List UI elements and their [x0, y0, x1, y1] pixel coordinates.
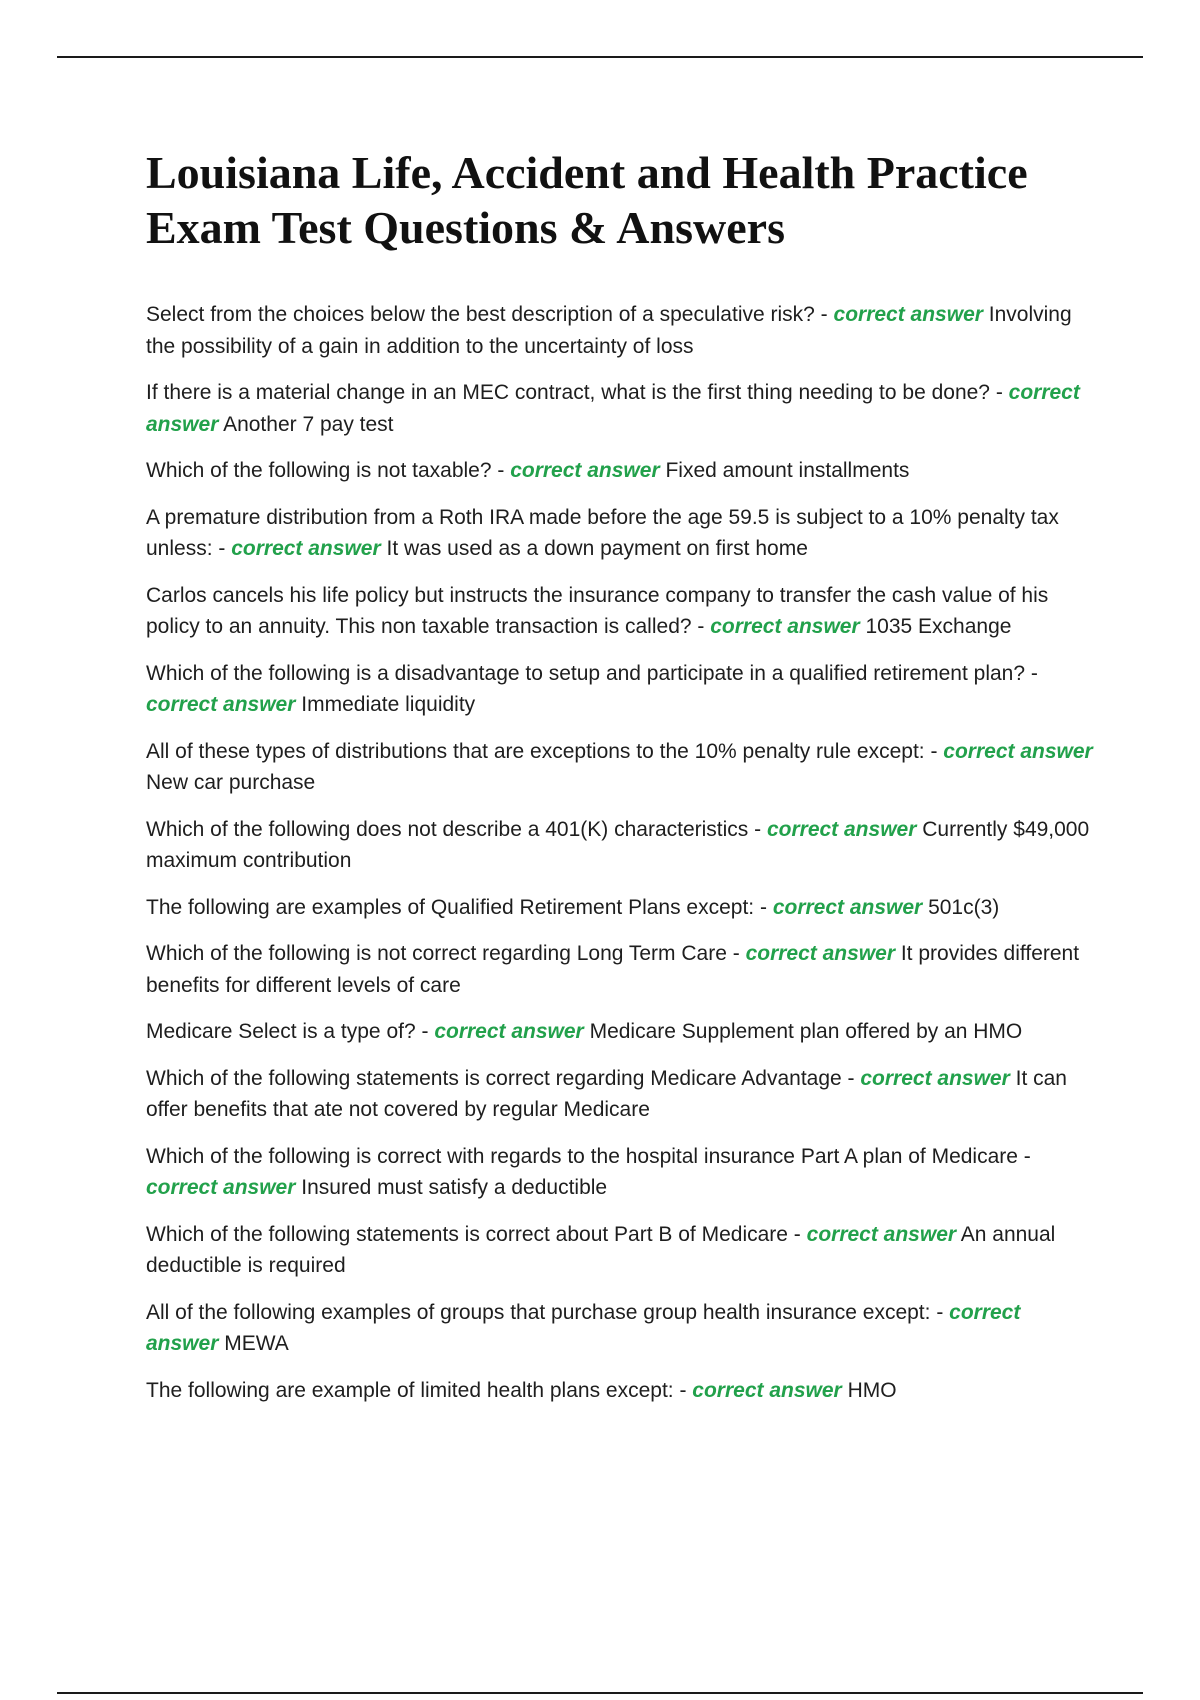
answer-separator: -	[726, 942, 746, 965]
answer-text: Fixed amount installments	[665, 459, 910, 482]
question-text: All of these types of distributions that are exceptions to the 10% penalty rule except:	[146, 739, 925, 763]
answer-text: 1035 Exchange	[865, 615, 1012, 638]
question-text: Which of the following does not describe a 401(K) characteristics	[146, 817, 749, 841]
answer-separator: -	[691, 615, 711, 638]
answer-text: 501c(3)	[928, 895, 1000, 919]
qa-item	[146, 1375, 1096, 1407]
correct-answer-tag: correct answer	[146, 1176, 296, 1199]
answer-text: Medicare Supplement plan offered by an HMO	[589, 1020, 1023, 1043]
document-title: Louisiana Life, Accident and Health Practice Exam Test Questions & Answers	[146, 147, 1028, 253]
correct-answer-tag: correct answer	[146, 1300, 1021, 1355]
question-text: Medicare Select is a type of?	[146, 1020, 416, 1043]
correct-answer-tag: correct answer	[943, 739, 1093, 763]
correct-answer-tag: correct answer	[772, 895, 923, 919]
qa-item	[146, 892, 1096, 924]
correct-answer-tag: correct answer	[745, 942, 895, 965]
question-text: Which of the following is not taxable?	[146, 459, 492, 482]
correct-answer-tag: correct answer	[710, 615, 860, 638]
qa-item	[146, 736, 1096, 799]
correct-answer-tag: correct answer	[833, 303, 983, 326]
qa-item	[146, 299, 1096, 362]
answer-text: New car purchase	[146, 771, 316, 794]
footer-rule	[57, 1692, 1143, 1694]
answer-text: An annual deductible is required	[146, 1222, 1056, 1277]
correct-answer-tag: correct answer	[692, 1378, 842, 1402]
question-text: Which of the following is not correct regarding Long Term Care	[146, 942, 727, 965]
answer-separator: -	[415, 1020, 435, 1043]
correct-answer-tag: correct answer	[146, 693, 296, 716]
question-text: The following are examples of Qualified Retirement Plans except:	[146, 895, 755, 919]
qa-item	[146, 1063, 1096, 1126]
qa-item	[146, 1219, 1096, 1282]
correct-answer-tag: correct answer	[146, 381, 1080, 436]
answer-separator: -	[930, 1300, 950, 1324]
answer-text: It was used as a down payment on first home	[386, 537, 808, 560]
qa-item	[146, 1141, 1096, 1204]
answer-separator: -	[212, 537, 232, 560]
answer-text: Another 7 pay test	[223, 412, 394, 436]
answer-separator: -	[754, 895, 773, 919]
qa-item	[146, 377, 1096, 440]
question-text: Select from the choices below the best description of a speculative risk?	[146, 303, 815, 326]
qa-item	[146, 1016, 1096, 1048]
answer-separator: -	[814, 303, 834, 326]
header-rule	[57, 56, 1143, 58]
answer-text: Insured must satisfy a deductible	[301, 1176, 608, 1199]
question-text: Which of the following is a disadvantage to setup and participate in a qualified retirement plan?	[146, 661, 1026, 685]
qa-list	[146, 299, 1096, 1406]
answer-text: It provides different benefits for different levels of care	[146, 942, 1080, 997]
answer-separator: -	[841, 1066, 861, 1090]
answer-text: Currently $49,000 maximum contribution	[146, 817, 1090, 872]
question-text: The following are example of limited health plans except:	[146, 1378, 674, 1402]
correct-answer-tag: correct answer	[860, 1066, 1010, 1090]
qa-item	[146, 580, 1096, 643]
correct-answer-tag: correct answer	[231, 537, 381, 560]
correct-answer-tag: correct answer	[434, 1020, 584, 1043]
qa-item	[146, 502, 1096, 565]
answer-text: HMO	[847, 1378, 897, 1402]
qa-item	[146, 658, 1096, 721]
answer-separator: -	[748, 817, 767, 841]
correct-answer-tag: correct answer	[766, 817, 917, 841]
answer-separator: -	[673, 1378, 693, 1402]
question-text: A premature distribution from a Roth IRA made before the age 59.5 is subject to a 10% penalty tax unless:	[146, 505, 1059, 560]
answer-text: Immediate liquidity	[301, 693, 476, 716]
qa-item	[146, 455, 1096, 487]
question-text: Which of the following is correct with regards to the hospital insurance Part A plan of Medicare	[146, 1144, 1018, 1168]
qa-item	[146, 938, 1096, 1001]
answer-separator: -	[787, 1222, 807, 1246]
answer-text: Involving the possibility of a gain in addition to the uncertainty of loss	[146, 303, 1072, 358]
question-text: Carlos cancels his life policy but instructs the insurance company to transfer the cash value of his policy to an annuity. This non taxable transaction is called?	[146, 583, 1049, 638]
correct-answer-tag: correct answer	[806, 1222, 957, 1246]
answer-separator: -	[1025, 661, 1038, 685]
question-text: Which of the following statements is correct regarding Medicare Advantage	[146, 1066, 842, 1090]
correct-answer-tag: correct answer	[510, 459, 660, 482]
answer-separator: -	[989, 381, 1009, 404]
answer-text: MEWA	[224, 1332, 289, 1355]
answer-separator: -	[1017, 1144, 1031, 1168]
answer-separator: -	[491, 459, 511, 482]
question-text: If there is a material change in an MEC contract, what is the first thing needing to be done?	[146, 381, 990, 404]
question-text: Which of the following statements is correct about Part B of Medicare	[146, 1222, 788, 1246]
qa-item	[146, 814, 1096, 877]
answer-separator: -	[924, 739, 944, 763]
answer-text: It can offer benefits that ate not covered by regular Medicare	[146, 1066, 1067, 1121]
question-text: All of the following examples of groups that purchase group health insurance except:	[146, 1300, 931, 1324]
document-body	[146, 145, 1096, 1421]
qa-item	[146, 1297, 1096, 1360]
